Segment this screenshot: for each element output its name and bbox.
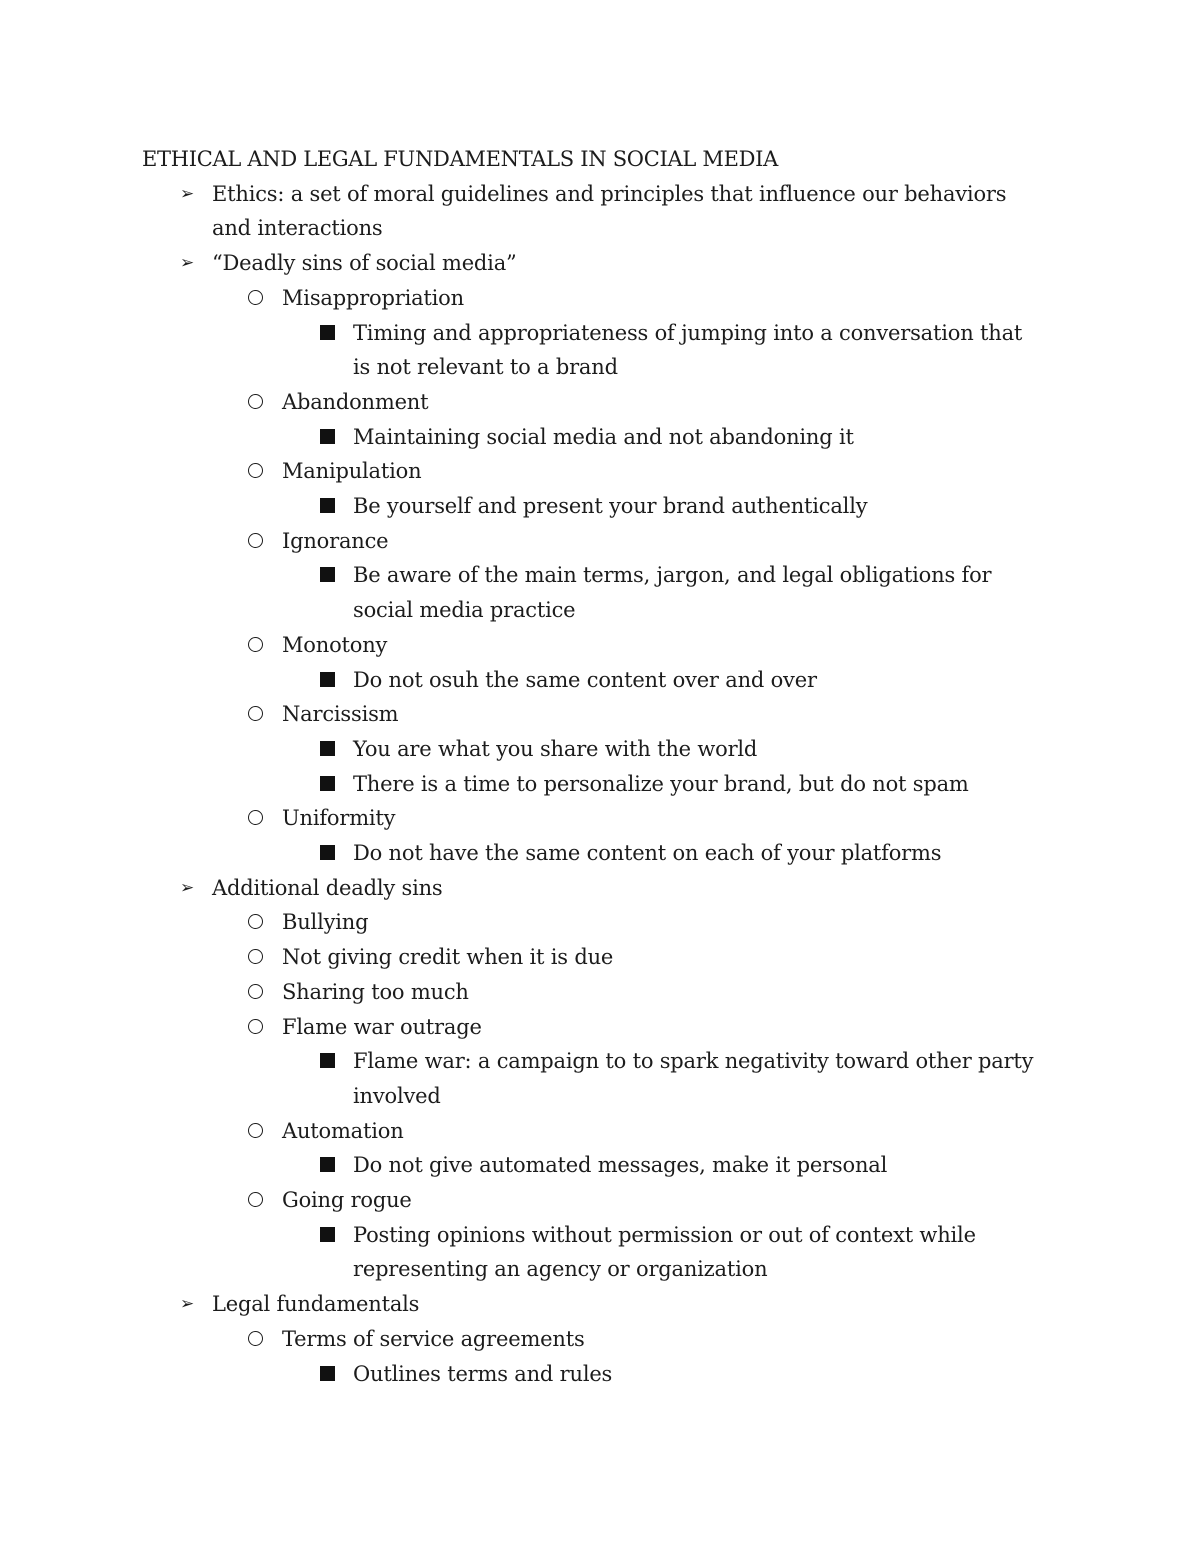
circle-bullet-icon [248,905,263,940]
square-bullet-icon [320,420,335,455]
square-bullet-icon [320,489,335,524]
list-item-level-3: Timing and appropriateness of jumping into a conversation that [353,320,1023,345]
circle-bullet-icon [248,975,263,1010]
list-item-level-2: Narcissism [282,702,399,727]
list-item-level-3: Posting opinions without permission or out of context while [353,1222,976,1247]
circle-bullet-icon [248,628,263,663]
square-bullet-icon [320,1357,335,1392]
square-bullet-icon [320,1148,335,1183]
list-item-continuation: and interactions [212,216,383,241]
list-item-level-1: Legal fundamentals [212,1292,420,1317]
list-item-continuation: is not relevant to a brand [353,355,618,380]
list-item-level-2: Ignorance [282,528,389,553]
list-item-level-3: Be aware of the main terms, jargon, and legal obligations for [353,563,992,588]
list-item-level-3: Maintaining social media and not abandoning it [353,424,854,449]
arrow-bullet-icon: ➢ [180,253,195,274]
circle-bullet-icon [248,697,263,732]
list-item-level-2: Sharing too much [282,979,469,1004]
circle-bullet-icon [248,940,263,975]
list-item-level-2: Manipulation [282,459,422,484]
list-item-level-2: Automation [282,1118,404,1143]
circle-bullet-icon [248,1010,263,1045]
list-item-continuation: involved [353,1083,441,1108]
document-title: ETHICAL AND LEGAL FUNDAMENTALS IN SOCIAL MEDIA [142,147,779,171]
circle-bullet-icon [248,524,263,559]
list-item-level-2: Not giving credit when it is due [282,945,614,970]
circle-bullet-icon [248,385,263,420]
list-item-continuation: representing an agency or organization [353,1257,768,1282]
square-bullet-icon [320,1044,335,1079]
list-item-level-3: Be yourself and present your brand authentically [353,494,868,518]
arrow-bullet-icon: ➢ [180,877,195,898]
square-bullet-icon [320,836,335,871]
square-bullet-icon [320,663,335,698]
list-item-level-1: Ethics: a set of moral guidelines and principles that influence our behaviors [212,181,1007,206]
square-bullet-icon [320,732,335,767]
circle-bullet-icon [248,281,263,316]
circle-bullet-icon [248,454,263,489]
list-item-level-2: Abandonment [282,389,429,414]
list-item-level-2: Uniformity [282,806,396,831]
circle-bullet-icon [248,1114,263,1149]
list-item-level-1: Additional deadly sins [212,875,443,900]
list-item-level-2: Flame war outrage [282,1014,482,1039]
list-item-level-2: Misappropriation [282,285,464,310]
list-item-level-3: Do not osuh the same content over and over [353,667,817,692]
square-bullet-icon [320,558,335,593]
list-item-level-3: Do not give automated messages, make it personal [353,1153,888,1178]
square-bullet-icon [320,767,335,802]
arrow-bullet-icon: ➢ [180,1294,195,1315]
list-item-level-3: Outlines terms and rules [353,1361,613,1386]
circle-bullet-icon [248,1183,263,1218]
list-item-level-2: Bullying [282,910,369,935]
circle-bullet-icon [248,1322,263,1357]
arrow-bullet-icon: ➢ [180,183,195,204]
list-item-level-3: Flame war: a campaign to to spark negativity toward other party [353,1049,1034,1074]
list-item-continuation: social media practice [353,598,576,623]
list-item-level-3: Do not have the same content on each of your platforms [353,841,942,865]
square-bullet-icon [320,1218,335,1253]
list-item-level-3: You are what you share with the world [353,736,758,761]
circle-bullet-icon [248,801,263,836]
square-bullet-icon [320,316,335,351]
list-item-level-2: Monotony [282,632,388,657]
list-item-level-1: “Deadly sins of social media” [212,251,517,276]
list-item-level-2: Terms of service agreements [282,1326,585,1351]
list-item-level-2: Going rogue [282,1188,412,1212]
list-item-level-3: There is a time to personalize your brand, but do not spam [353,771,969,796]
